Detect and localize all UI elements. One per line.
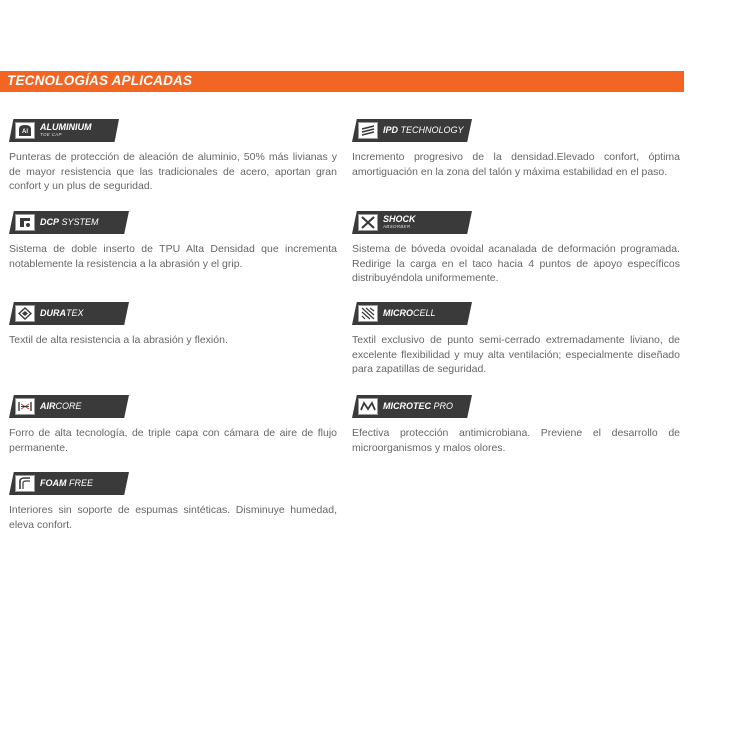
shock-absorber-badge-label: SHOCK ABSORBER — [383, 214, 416, 230]
aluminium-icon — [15, 122, 35, 139]
aircore-badge — [9, 395, 129, 418]
ipd-badge — [352, 119, 472, 142]
foam-free-description: Interiores sin soporte de espumas sintéticas. Disminuye humedad, eleva confort. — [9, 504, 337, 531]
microcell-description: Textil exclusivo de punto semi-cerrado extremadamente liviano, de excelente flexibilidad y muy alta ventilación; especialmente diseñado para zapatillas de seguridad. — [352, 334, 680, 375]
foam-free-badge — [9, 472, 129, 495]
aluminium-badge-label: ALUMINIUM TOE CAP — [40, 122, 92, 138]
feature-dcp — [9, 211, 337, 271]
feature-shock-absorber — [352, 211, 680, 286]
aluminium-description: Punteras de protección de aleación de aluminio, 50% más livianas y de mayor resistencia que las tradicionales de acero, aportan gran confort y un plus de seguridad. — [9, 151, 337, 192]
duratex-badge-label: DURATEX — [40, 308, 84, 318]
aircore-description: Forro de alta tecnología, de triple capa con cámara de aire de flujo permanente. — [9, 427, 337, 454]
duratex-badge — [9, 302, 129, 325]
ipd-description: Incremento progresivo de la densidad.Elevado confort, óptima amortiguación en la zona del talón y máxima estabilidad en el paso. — [352, 151, 680, 178]
dcp-description: Sistema de doble inserto de TPU Alta Densidad que incrementa notablemente la resistencia a la abrasión y el grip. — [9, 243, 337, 270]
foam-free-badge-label: FOAM FREE — [40, 478, 94, 488]
feature-aluminium — [9, 119, 337, 194]
shock-absorber-icon — [358, 214, 378, 231]
dcp-badge — [9, 211, 129, 234]
feature-duratex — [9, 302, 337, 348]
microcell-icon — [358, 305, 378, 322]
microtec-badge — [352, 395, 472, 418]
dcp-icon — [15, 214, 35, 231]
microtec-description: Efectiva protección antimicrobiana. Previene el desarrollo de microorganismos y malos olores. — [352, 427, 680, 454]
shock-absorber-description: Sistema de bóveda ovoidal acanalada de deformación programada. Redirige la carga en el taco hacia 4 puntos de apoyo específicos distribuyéndola uniformemente. — [352, 243, 680, 284]
feature-microcell — [352, 302, 680, 377]
feature-ipd — [352, 119, 680, 179]
feature-foam-free — [9, 472, 337, 532]
feature-microtec — [352, 395, 680, 455]
microcell-badge — [352, 302, 472, 325]
aircore-badge-label: AIRCORE — [40, 401, 82, 411]
ipd-icon — [358, 122, 378, 139]
feature-aircore — [9, 395, 337, 455]
shock-absorber-badge — [352, 211, 472, 234]
aircore-icon — [15, 398, 35, 415]
microtec-badge-label: MICROTEC PRO — [383, 401, 454, 411]
microtec-icon — [358, 398, 378, 415]
aluminium-badge — [9, 119, 119, 142]
section-header-bar — [0, 71, 684, 92]
duratex-icon — [15, 305, 35, 322]
duratex-description: Textil de alta resistencia a la abrasión y flexión. — [9, 334, 228, 346]
svg-text:Al: Al — [22, 129, 28, 135]
section-title: TECNOLOGÍAS APLICADAS — [7, 73, 193, 88]
microcell-badge-label: MICROCELL — [383, 308, 436, 318]
foam-free-icon — [15, 475, 35, 492]
dcp-badge-label: DCP SYSTEM — [40, 217, 99, 227]
ipd-badge-label: IPD TECHNOLOGY — [383, 125, 464, 135]
